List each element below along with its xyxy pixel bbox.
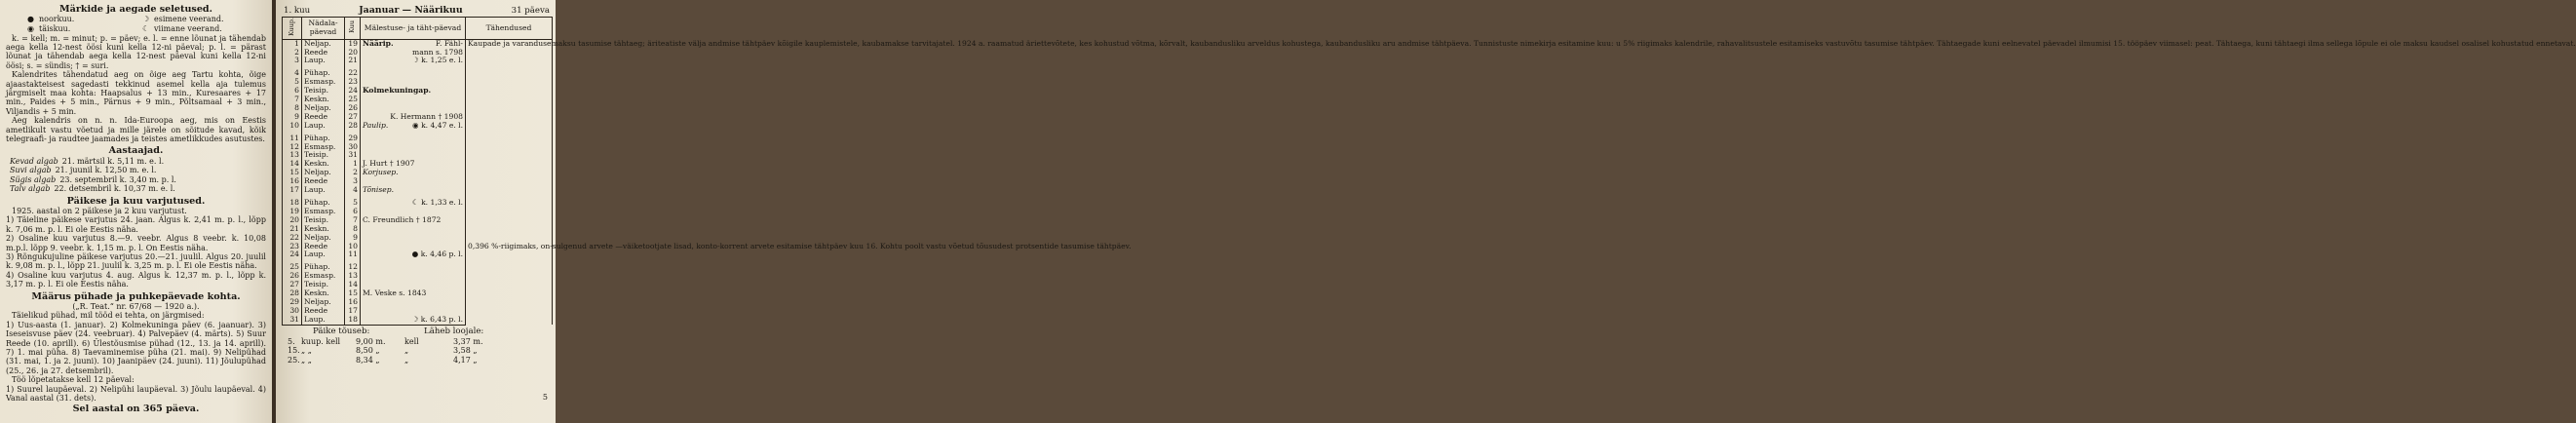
moon-phase-icon: ☾ bbox=[142, 24, 150, 33]
day-name bbox=[361, 316, 466, 325]
weekday: Esmasp. bbox=[302, 143, 345, 152]
old-style-date: 2 bbox=[345, 169, 361, 177]
old-style-date: 14 bbox=[345, 281, 361, 289]
date-number: 10 bbox=[283, 122, 302, 131]
sun-pre: kuup. kell bbox=[301, 336, 341, 346]
day-name bbox=[361, 225, 466, 234]
date-number: 30 bbox=[283, 307, 302, 316]
date-number: 16 bbox=[283, 177, 302, 186]
calendar-table bbox=[282, 17, 2576, 326]
commemoration: Näärip. bbox=[363, 38, 394, 48]
weekday: Neljap. bbox=[302, 298, 345, 307]
old-style-date: 17 bbox=[345, 307, 361, 316]
day-name bbox=[361, 272, 466, 281]
moon-phase-note: mann s. 1798 bbox=[412, 47, 463, 57]
moon-phase-note: K. Hermann † 1908 bbox=[390, 111, 463, 121]
date-number: 22 bbox=[283, 234, 302, 243]
legend-item bbox=[27, 15, 142, 24]
date-number: 3 bbox=[283, 57, 302, 65]
date-number: 13 bbox=[283, 151, 302, 160]
date-number: 15 bbox=[283, 169, 302, 177]
commemoration: J. Hurt † 1907 bbox=[363, 159, 415, 169]
date-number: 12 bbox=[283, 143, 302, 152]
official-time-paragraph: Aeg kalendris on n. n. Ida-Euroopa aeg, mis on Eestis ametlikult vastu võetud ja mille järele on sõitude kavad, kõik telegraafi- ja raudtee jaamades ja teistes ametlikkudes asutustes. bbox=[6, 116, 266, 144]
sun-pre2: kell bbox=[404, 336, 419, 346]
date-number: 28 bbox=[283, 289, 302, 298]
date-number: 21 bbox=[283, 225, 302, 234]
old-style-date: 10 bbox=[345, 243, 361, 251]
old-style-date: 3 bbox=[345, 177, 361, 186]
sun-d: 15. bbox=[288, 346, 300, 356]
old-style-date: 13 bbox=[345, 272, 361, 281]
date-number: 27 bbox=[283, 281, 302, 289]
legend-label: noorkuu. bbox=[39, 15, 75, 24]
season-name: Kevad algab bbox=[10, 156, 58, 166]
sun-pre2: „ bbox=[404, 346, 409, 356]
season-date: 22. detsembril k. 10,37 m. e. l. bbox=[54, 184, 175, 194]
weekday: Reede bbox=[302, 307, 345, 316]
moon-phase-icon: ☽ bbox=[142, 15, 150, 24]
old-style-date: 25 bbox=[345, 96, 361, 104]
old-style-date: 11 bbox=[345, 250, 361, 259]
date-number: 25 bbox=[283, 263, 302, 272]
old-style-date: 5 bbox=[345, 199, 361, 208]
moon-legend bbox=[27, 15, 266, 33]
moon-phase-note: ☽ k. 1,25 e. l. bbox=[411, 56, 463, 65]
day-name bbox=[361, 57, 466, 65]
old-style-date: 9 bbox=[345, 234, 361, 243]
sun-table bbox=[288, 337, 552, 365]
half-days-text: 1) Suurel laupäeval. 2) Nelipühi laupäeval. 3) Jõulu laupäeval. 4) Vanal aastal (31. dets). bbox=[6, 384, 266, 404]
date-number: 11 bbox=[283, 135, 302, 143]
date-number: 14 bbox=[283, 160, 302, 169]
old-style-date: 21 bbox=[345, 57, 361, 65]
season-date: 21. juunil k. 12,50 m. e. l. bbox=[55, 166, 157, 175]
days-in-year: Sel aastal on 365 päeva. bbox=[72, 404, 200, 415]
old-style-date: 22 bbox=[345, 69, 361, 78]
weekday: Neljap. bbox=[302, 234, 345, 243]
sun-pre: „ „ bbox=[301, 355, 312, 365]
col-weekday: Nädala-päevad bbox=[302, 18, 345, 40]
day-name bbox=[361, 69, 466, 78]
date-number: 4 bbox=[283, 69, 302, 78]
sun-set: 3,58 „ bbox=[453, 346, 478, 356]
day-name bbox=[361, 298, 466, 307]
month-title: Jaanuar — Näärikuu bbox=[359, 5, 463, 16]
date-number: 26 bbox=[283, 272, 302, 281]
sun-rise: 8,34 „ bbox=[356, 355, 380, 365]
half-days-intro: Töö lõpetatakse kell 12 päeval: bbox=[12, 375, 135, 385]
holidays-text: 1) Uus-aasta (1. januar). 2) Kolmekuninga päev (6. jaanuar). 3) Iseseisvuse päev (24. veebruar). 4) Palvepäev (4. märts). 5) Suur Reede (10. aprill). 6) Ülestõusmise pühad (12., 13. ja 14. aprill). 7) 1. mai püha. 8) Taevaminemise püha (21. mai). 9) Nelipühad (31. mai, 1. ja 2. juuni). 10) Jaanipäev (24. juuni). 11) Jõulupühad (25., 26. ja 27. detsembril). bbox=[6, 320, 266, 375]
weekday: Neljap. bbox=[302, 104, 345, 113]
date-number: 24 bbox=[283, 250, 302, 259]
season-name: Talv algab bbox=[10, 184, 51, 194]
old-style-date: 6 bbox=[345, 208, 361, 216]
commemoration: Paulip. bbox=[363, 120, 389, 130]
seasons-list bbox=[10, 157, 266, 194]
moon-phase-note: ☾ k. 1,33 e. l. bbox=[411, 198, 463, 207]
old-style-date: 12 bbox=[345, 263, 361, 272]
date-number: 18 bbox=[283, 199, 302, 208]
moon-phase-note: ● k. 4,46 p. l. bbox=[411, 250, 463, 259]
eclipse-item: 3) Rõngukujuline päikese varjutus 20.—21. juulil. Algus 20. juulil k. 9,08 m. p. l., lõpp 21. juulil k. 3,25 m. p. l. Ei ole Eestis näha. bbox=[6, 251, 266, 271]
moon-phase-note: ◉ k. 4,47 e. l. bbox=[412, 120, 463, 130]
date-number: 17 bbox=[283, 186, 302, 195]
old-style-date: 30 bbox=[345, 143, 361, 152]
day-name bbox=[361, 199, 466, 208]
col-date: Kuup. bbox=[283, 18, 302, 40]
day-name bbox=[361, 96, 466, 104]
col-moon: Kuu bbox=[345, 18, 361, 40]
weekday: Laup. bbox=[302, 186, 345, 195]
weekday: Reede bbox=[302, 113, 345, 122]
eclipse-list bbox=[6, 215, 266, 288]
old-style-date: 28 bbox=[345, 122, 361, 131]
weekday: Laup. bbox=[302, 316, 345, 325]
old-style-date: 24 bbox=[345, 87, 361, 96]
holidays-intro: Täielikud pühad, mil tööd ei tehta, on järgmised: bbox=[12, 311, 205, 321]
day-name bbox=[361, 87, 466, 96]
eclipse-item: 2) Osaline kuu varjutus 8.—9. veebr. Algus 8 veebr. k. 10,08 m.p.l. lõpp 9. veebr. k. 1,15 m. p. l. On Eestis näha. bbox=[6, 234, 266, 252]
sun-d: 5. bbox=[288, 336, 295, 346]
old-style-date: 8 bbox=[345, 225, 361, 234]
day-name bbox=[361, 143, 466, 152]
date-number: 6 bbox=[283, 87, 302, 96]
date-number: 20 bbox=[283, 216, 302, 225]
seasons-heading: Aastaajad. bbox=[108, 145, 164, 157]
time-paragraph: Kalendrites tähendatud aeg on õige aeg Tartu kohta, õige ajaastakteisest sagedasti tekkinud asemel kella aja tulemus järgmiselt maa kohta: Haapsalus + 13 min., Kuresaares + 17 min., Paides + 5 min., Pärnus + 9 min., Põltsamaal + 3 min., Viljandis + 5 min. bbox=[6, 70, 266, 116]
weekday: Esmasp. bbox=[302, 208, 345, 216]
season-name: Sügis algab bbox=[10, 174, 57, 184]
month-days: 31 päeva bbox=[511, 5, 550, 16]
old-style-date: 26 bbox=[345, 104, 361, 113]
legend-label: viimane veerand. bbox=[154, 24, 222, 33]
season-row bbox=[10, 166, 266, 174]
day-name bbox=[361, 135, 466, 143]
weekday: Teisip. bbox=[302, 151, 345, 160]
weekday: Esmasp. bbox=[302, 272, 345, 281]
day-name bbox=[361, 250, 466, 259]
month-number: 1. kuu bbox=[284, 5, 311, 16]
old-style-date: 7 bbox=[345, 216, 361, 225]
season-row bbox=[10, 157, 266, 166]
weekday: Neljap. bbox=[302, 39, 345, 48]
sunrise-title: Päike tõuseb: bbox=[313, 326, 370, 336]
legend-item bbox=[27, 24, 142, 34]
weekday: Keskn. bbox=[302, 289, 345, 298]
eclipse-heading: Päikese ja kuu varjutused. bbox=[66, 195, 206, 207]
legend-heading: Märkide ja aegade seletused. bbox=[59, 4, 212, 15]
weekday: Esmasp. bbox=[302, 78, 345, 87]
sun-d: 25. bbox=[288, 355, 300, 365]
date-number: 2 bbox=[283, 49, 302, 58]
date-number: 29 bbox=[283, 298, 302, 307]
col-events: Tähendused bbox=[466, 18, 553, 40]
weekday: Pühap. bbox=[302, 263, 345, 272]
weekday: Pühap. bbox=[302, 135, 345, 143]
commemoration: C. Freundlich † 1872 bbox=[363, 214, 442, 224]
day-name bbox=[361, 289, 466, 298]
weekday: Keskn. bbox=[302, 96, 345, 104]
sun-header bbox=[291, 326, 552, 337]
weekday: Laup. bbox=[302, 57, 345, 65]
date-number: 8 bbox=[283, 104, 302, 113]
right-page bbox=[276, 0, 2576, 423]
page-number: 5 bbox=[542, 393, 548, 402]
holidays-heading: Määrus pühade ja puhkepäevade kohta. bbox=[31, 290, 241, 302]
eclipse-intro: 1925. aastal on 2 päikese ja 2 kuu varjutust. bbox=[12, 206, 187, 215]
moon-phase-note: F. Fähl- bbox=[435, 38, 463, 48]
legend-label: täiskuu. bbox=[39, 24, 71, 33]
weekday: Pühap. bbox=[302, 69, 345, 78]
moon-phase-icon: ● bbox=[27, 15, 34, 24]
weekday: Pühap. bbox=[302, 199, 345, 208]
month-header bbox=[282, 4, 552, 17]
old-style-date: 29 bbox=[345, 135, 361, 143]
col-names: Mälestuse- ja täht-päevad bbox=[361, 18, 466, 40]
weekday: Reede bbox=[302, 177, 345, 186]
eclipse-item: 4) Osaline kuu varjutus 4. aug. Algus k. 12,37 m. p. l., lõpp k. 3,17 m. p. l. Ei ole Eestis näha. bbox=[6, 270, 266, 289]
commemoration: Korjusep. bbox=[363, 168, 399, 177]
legend-item bbox=[142, 24, 269, 34]
notes-column: Kaupade ja varandusemaksu tasumise tähtaeg; äriteatiste välja andmise tähtpäev kõigile kauplemistele, kaubamakse tarvitajatel. 1924 a. raamatud äriettevõtete, kes kohustud võtma, kõrvalt, kaubandusliku arveldus kohustega, kaubandusliku aru andmise tähtpäeva. Tunnistuste nimekirja esitamine kuu: u 5% riigimaks kalendrile, rahavalitsustele esitamiseks vastuvõtu tasumise tähtpäev. Tähtaegade kuni eelnevatel päevadel ilmumisi 15. tööpäev viimasel: peat. Tähtaega, kuni tähtaegi ilma sellega lõpule ei ole maksu kaudsel osalisel kohustatud ennetavat. bbox=[466, 39, 553, 242]
old-style-date: 15 bbox=[345, 289, 361, 298]
old-style-date: 16 bbox=[345, 298, 361, 307]
old-style-date: 23 bbox=[345, 78, 361, 87]
day-name bbox=[361, 169, 466, 177]
date-number: 23 bbox=[283, 243, 302, 251]
season-date: 21. märtsil k. 5,11 m. e. l. bbox=[61, 156, 165, 166]
sun-rise: 8,50 „ bbox=[356, 346, 380, 356]
eclipse-item: 1) Täieline päikese varjutus 24. jaan. Algus k. 2,41 m. p. l., lõpp k. 7,06 m. p. l. Ei ole Eestis näha. bbox=[6, 215, 266, 234]
sun-pre2: „ bbox=[404, 355, 409, 365]
day-name bbox=[361, 186, 466, 195]
sun-rise: 9,00 m. bbox=[356, 336, 386, 346]
season-date: 23. septembril k. 3,40 m. p. l. bbox=[59, 174, 176, 184]
commemoration: M. Veske s. 1843 bbox=[363, 288, 427, 298]
old-style-date: 27 bbox=[345, 113, 361, 122]
abbrev-paragraph: k. = kell; m. = minut; p. = päev; e. l. = enne lõunat ja tähendab aega kella 12-nest öösi kuni kella 12-ni päeval; p. l. = pärast lõunat ja tähendab aega kella 12-nest päeval kuni kella 12-ni öösi; s. = sündis; † = suri. bbox=[6, 33, 266, 70]
sun-pre: „ „ bbox=[301, 346, 312, 356]
left-page bbox=[0, 0, 274, 423]
weekday: Teisip. bbox=[302, 216, 345, 225]
season-row bbox=[10, 184, 266, 193]
date-number: 5 bbox=[283, 78, 302, 87]
weekday: Neljap. bbox=[302, 169, 345, 177]
weekday: Reede bbox=[302, 243, 345, 251]
date-number: 31 bbox=[283, 316, 302, 325]
date-number: 1 bbox=[283, 39, 302, 48]
old-style-date: 1 bbox=[345, 160, 361, 169]
day-name bbox=[361, 263, 466, 272]
commemoration: Kolmekuningap. bbox=[363, 86, 432, 96]
weekday: Teisip. bbox=[302, 87, 345, 96]
moon-phase-icon: ◉ bbox=[27, 24, 34, 33]
sun-set: 3,37 m. bbox=[453, 336, 483, 346]
old-style-date: 19 bbox=[345, 39, 361, 48]
date-number: 9 bbox=[283, 113, 302, 122]
holidays-source: („R. Teat.“ nr. 67/68 — 1920 a.). bbox=[72, 301, 200, 311]
day-name bbox=[361, 216, 466, 225]
sun-set: 4,17 „ bbox=[453, 355, 478, 365]
legend-item bbox=[142, 15, 269, 24]
old-style-date: 31 bbox=[345, 151, 361, 160]
moon-phase-note: ☽ k. 6,43 p. l. bbox=[411, 314, 463, 324]
weekday: Laup. bbox=[302, 122, 345, 131]
old-style-date: 20 bbox=[345, 49, 361, 58]
weekday: Reede bbox=[302, 49, 345, 58]
sunset-title: Läheb loojale: bbox=[424, 326, 484, 336]
commemoration: Tõnisep. bbox=[363, 185, 395, 195]
weekday: Laup. bbox=[302, 250, 345, 259]
date-number: 19 bbox=[283, 208, 302, 216]
date-number: 7 bbox=[283, 96, 302, 104]
season-name: Suvi algab bbox=[10, 166, 52, 175]
weekday: Keskn. bbox=[302, 225, 345, 234]
legend-label: esimene veerand. bbox=[154, 15, 224, 24]
notes-column-lower: 0,396 %-riigimaks, on-sulgenud arvete —väiketootjate lisad, konto-korrent arvete esitamise tähtpäev kuu 16. Kohtu poolt vastu võetud tõusudest protsentide tasumise tähtpäev. bbox=[466, 243, 553, 326]
weekday: Keskn. bbox=[302, 160, 345, 169]
old-style-date: 4 bbox=[345, 186, 361, 195]
day-name bbox=[361, 122, 466, 131]
season-row bbox=[10, 175, 266, 184]
weekday: Teisip. bbox=[302, 281, 345, 289]
old-style-date: 18 bbox=[345, 316, 361, 325]
day-name bbox=[361, 234, 466, 243]
